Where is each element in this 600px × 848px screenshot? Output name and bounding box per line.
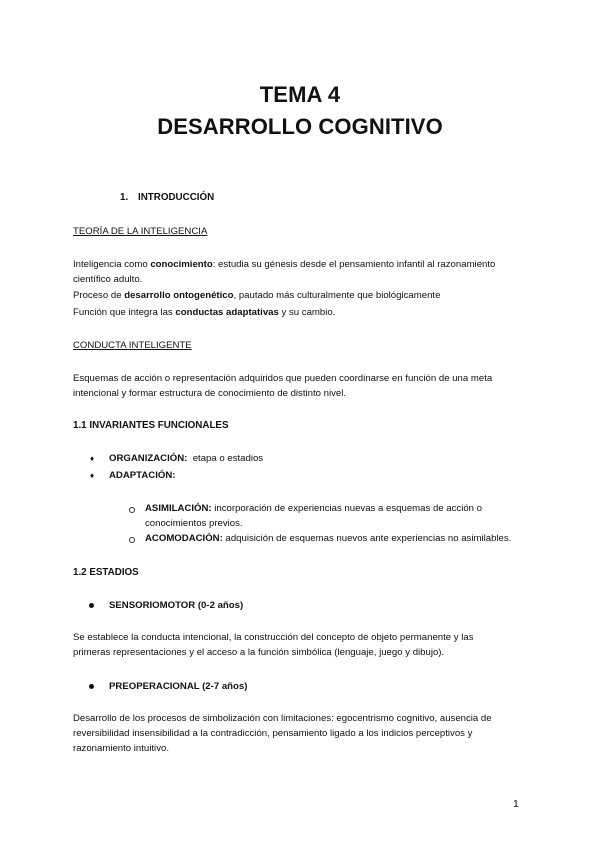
title-line-2: DESARROLLO COGNITIVO (157, 114, 443, 139)
preoperacional-line-1: Desarrollo de los procesos de simbolización con limitaciones: egocentrismo cognitivo, ausencia de (73, 713, 492, 724)
conducta-line-2: intencional y formar estructura de conocimiento de distinto nivel. (73, 388, 347, 399)
heading-invariantes: 1.1 INVARIANTES FUNCIONALES (73, 420, 229, 431)
diamond-bullet-icon: ♦ (90, 454, 95, 463)
teoria-paragraph-3: Función que integra las conductas adaptativas y su cambio. (73, 307, 336, 318)
heading-teoria: TEORÍA DE LA INTELIGENCIA (73, 226, 208, 237)
teoria-paragraph-1: Inteligencia como conocimiento: estudia su génesis desde el pensamiento infantil al razonamiento (73, 259, 496, 270)
dot-bullet-icon (89, 603, 94, 608)
list-item-asimilacion: ASIMILACIÓN: incorporación de experiencias nuevas a esquemas de acción o (145, 503, 483, 514)
list-item-acomodacion: ACOMODACIÓN: adquisición de esquemas nuevos ante experiencias no asimilables. (145, 533, 512, 544)
conducta-line-1: Esquemas de acción o representación adquiridos que pueden coordinarse en función de una meta (73, 373, 493, 384)
list-item-organizacion: ORGANIZACIÓN: etapa o estadios (109, 453, 264, 464)
list-item-asimilacion-cont: conocimientos previos. (145, 518, 243, 529)
teoria-paragraph-2: Proceso de desarrollo ontogenético, pautado más culturalmente que biológicamente (73, 290, 441, 301)
preoperacional-line-3: razonamiento intuitivo. (73, 743, 169, 754)
list-item-adaptacion: ADAPTACIÓN: (109, 470, 176, 481)
heading-estadios: 1.2 ESTADIOS (73, 567, 139, 578)
preoperacional-line-2: reversibilidad insensibilidad a la contradicción, pensamiento ligado a los indicios perceptivos y (73, 728, 473, 739)
stage-preoperacional: PREOPERACIONAL (2-7 años) (109, 681, 248, 692)
stage-sensoriomotor: SENSORIOMOTOR (0-2 años) (109, 600, 244, 611)
section-number: 1. (120, 192, 129, 203)
circle-bullet-icon (129, 507, 135, 513)
teoria-paragraph-1-cont: científico adulto. (73, 274, 143, 285)
sensoriomotor-line-2: primeras representaciones y el acceso a la función simbólica (lenguaje, juego y dibujo). (73, 647, 445, 658)
section-heading-introduccion: INTRODUCCIÓN (138, 192, 215, 203)
title-line-1: TEMA 4 (259, 82, 341, 107)
page-number: 1 (513, 798, 519, 810)
sensoriomotor-line-1: Se establece la conducta intencional, la construcción del concepto de objeto permanente y las (73, 632, 474, 643)
dot-bullet-icon (89, 684, 94, 689)
diamond-bullet-icon: ♦ (90, 471, 95, 480)
heading-conducta: CONDUCTA INTELIGENTE (73, 340, 192, 351)
circle-bullet-icon (129, 537, 135, 543)
